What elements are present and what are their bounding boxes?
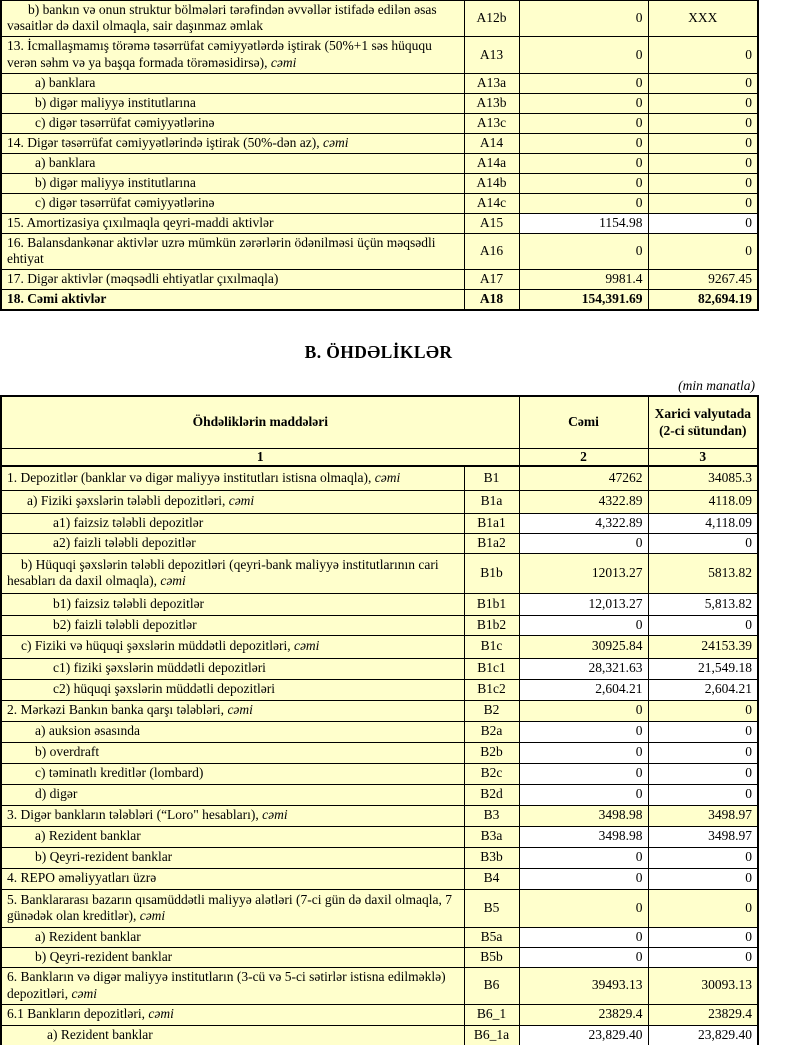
row-code-cell: A15 xyxy=(464,213,519,233)
row-total-value-cell: 30925.84 xyxy=(519,635,648,658)
row-code-cell: A17 xyxy=(464,269,519,289)
row-label-italic-suffix: cəmi xyxy=(374,470,401,486)
row-fx-value-cell: 23829.4 xyxy=(648,1004,758,1025)
row-label-cell xyxy=(1,36,464,73)
row-fx-value-cell: 0 xyxy=(648,36,758,73)
row-label-text: b) digər maliyyə institutlarına xyxy=(35,175,196,191)
table-row xyxy=(1,1,758,37)
row-total-value-cell: 0 xyxy=(519,113,648,133)
row-fx-value-cell: 0 xyxy=(648,927,758,947)
row-label-text: d) digər xyxy=(35,786,78,802)
row-code-cell: B3 xyxy=(464,805,519,826)
row-fx-value-cell: 0 xyxy=(648,868,758,889)
table-row xyxy=(1,93,758,113)
row-label-text: 17. Digər aktivlər (məqsədli ehtiyatlar çıxılmaqla) xyxy=(7,271,279,287)
row-total-value-cell: 0 xyxy=(519,763,648,784)
table-row xyxy=(1,721,758,742)
row-label-text: c1) fiziki şəxslərin müddətli depozitləri xyxy=(53,660,266,676)
row-label-text: b) bankın və onun struktur bölmələri tərəfindən əvvəllər istifadə edilən əsas vəsaitlər də daxil olmaqla, sair daşınmaz əmlak xyxy=(7,2,437,34)
row-label-italic-suffix: cəmi xyxy=(160,573,186,589)
row-label-cell xyxy=(1,679,464,700)
row-total-value-cell: 0 xyxy=(519,36,648,73)
row-label-text: a1) faizsiz tələbli depozitlər xyxy=(53,514,204,530)
col-number-2: 2 xyxy=(519,448,648,466)
header-fx-col: Xarici valyutada (2-ci sütundan) xyxy=(648,396,758,448)
row-code-cell: B1a xyxy=(464,490,519,513)
row-label-text: a) banklara xyxy=(35,75,96,91)
row-label-text: a2) faizli tələbli depozitlər xyxy=(53,534,196,550)
table-row xyxy=(1,73,758,93)
table-row xyxy=(1,490,758,513)
table-row xyxy=(1,593,758,615)
row-fx-value-cell: 23,829.40 xyxy=(648,1025,758,1045)
row-fx-value-cell: 0 xyxy=(648,113,758,133)
row-total-value-cell: 1154.98 xyxy=(519,213,648,233)
table-row xyxy=(1,805,758,826)
row-fx-value-cell: 0 xyxy=(648,763,758,784)
row-label-text: b) Qeyri-rezident banklar xyxy=(35,948,173,964)
row-fx-value-cell: 0 xyxy=(648,133,758,153)
section-b-title: B. ÖHDƏLİKLƏR xyxy=(304,342,453,363)
row-label-cell xyxy=(1,289,464,310)
row-code-cell: B6 xyxy=(464,967,519,1004)
row-code-cell: B5a xyxy=(464,927,519,947)
row-total-value-cell: 0 xyxy=(519,93,648,113)
row-fx-value-cell: 21,549.18 xyxy=(648,658,758,679)
row-total-value-cell: 4,322.89 xyxy=(519,513,648,533)
row-label-text: c) digər təsərrüfat cəmiyyətlərinə xyxy=(35,115,215,131)
row-label-text: 5. Banklararası bazarın qısamüddətli maliyyə alətləri (7-ci gün də daxil olmaqla, 7 günədək olan kreditlər), xyxy=(7,891,452,924)
table-row xyxy=(1,763,758,784)
row-fx-value-cell: 0 xyxy=(648,73,758,93)
row-label-cell xyxy=(1,553,464,593)
row-label-text: a) Rezident banklar xyxy=(35,928,141,944)
row-total-value-cell: 9981.4 xyxy=(519,269,648,289)
table-row xyxy=(1,173,758,193)
row-label-text: 13. İcmallaşmamış törəmə təsərrüfat cəmiyyətlərdə iştirak (50%+1 səs hüququ verən səhm və ya başqa formada törəməsidirsə), xyxy=(7,38,432,70)
row-label-text: 16. Balansdankənar aktivlər uzrə mümkün zərərlərin ödənilməsi üçün məqsədli ehtiyat xyxy=(7,234,436,267)
row-label-cell xyxy=(1,847,464,868)
row-label-text: 15. Amortizasiya çıxılmaqla qeyri-maddi aktivlər xyxy=(7,215,274,231)
row-label-cell xyxy=(1,153,464,173)
header-total-col: Cəmi xyxy=(519,396,648,448)
row-total-value-cell: 0 xyxy=(519,533,648,553)
row-code-cell: B2b xyxy=(464,742,519,763)
row-label-text: 14. Digər təsərrüfat cəmiyyətlərində iştirak (50%-dən az), xyxy=(7,135,323,151)
row-label-cell xyxy=(1,466,464,490)
row-code-cell: B6_1 xyxy=(464,1004,519,1025)
table-row xyxy=(1,289,758,310)
row-code-cell: A13b xyxy=(464,93,519,113)
row-total-value-cell: 0 xyxy=(519,927,648,947)
row-label-text: 6. Bankların və digər maliyyə institutların (3-cü və 5-ci sətirlər istisna edilməklə) depozitləri, xyxy=(7,969,446,1001)
row-label-text: c) digər təsərrüfat cəmiyyətlərinə xyxy=(35,195,215,211)
row-code-cell: B1c2 xyxy=(464,679,519,700)
row-fx-value-cell: 5,813.82 xyxy=(648,593,758,615)
row-label-text: a) banklara xyxy=(35,155,96,171)
row-label-cell xyxy=(1,868,464,889)
row-label-text: b) overdraft xyxy=(35,744,100,760)
row-label-text: 1. Depozitlər (banklar və digər maliyyə institutları istisna olmaqla), xyxy=(7,470,375,486)
row-code-cell: B2a xyxy=(464,721,519,742)
liabilities-header-row xyxy=(1,396,758,448)
row-total-value-cell: 28,321.63 xyxy=(519,658,648,679)
row-code-cell: A14 xyxy=(464,133,519,153)
column-numbering-row xyxy=(1,448,758,466)
row-fx-value-cell: 0 xyxy=(648,889,758,927)
row-fx-value-cell: 0 xyxy=(648,213,758,233)
assets-table xyxy=(0,0,759,311)
table-row xyxy=(1,927,758,947)
row-code-cell: A14b xyxy=(464,173,519,193)
row-total-value-cell: 3498.98 xyxy=(519,826,648,847)
table-row xyxy=(1,700,758,721)
table-row xyxy=(1,847,758,868)
table-row xyxy=(1,133,758,153)
row-label-cell xyxy=(1,233,464,269)
row-code-cell: A16 xyxy=(464,233,519,269)
row-fx-value-cell: 0 xyxy=(648,784,758,805)
table-row xyxy=(1,233,758,269)
row-label-cell xyxy=(1,173,464,193)
table-row xyxy=(1,36,758,73)
row-code-cell: B2d xyxy=(464,784,519,805)
row-code-cell: B2 xyxy=(464,700,519,721)
table-row xyxy=(1,784,758,805)
row-label-cell xyxy=(1,193,464,213)
row-fx-value-cell: 0 xyxy=(648,847,758,868)
row-total-value-cell: 39493.13 xyxy=(519,967,648,1004)
table-row xyxy=(1,742,758,763)
row-total-value-cell: 0 xyxy=(519,73,648,93)
row-label-italic-suffix: cəmi xyxy=(71,985,97,1001)
row-label-text: 6.1 Bankların depozitləri, xyxy=(7,1006,149,1022)
row-label-cell xyxy=(1,927,464,947)
row-label-text: 4. REPO əməliyyatları üzrə xyxy=(7,870,157,886)
row-label-cell xyxy=(1,658,464,679)
row-fx-value-cell: 4118.09 xyxy=(648,490,758,513)
row-total-value-cell: 0 xyxy=(519,153,648,173)
row-label-italic-suffix: cəmi xyxy=(148,1006,174,1022)
table-row xyxy=(1,679,758,700)
col-number-1: 1 xyxy=(1,448,519,466)
row-fx-value-cell: 24153.39 xyxy=(648,635,758,658)
row-total-value-cell: 2,604.21 xyxy=(519,679,648,700)
row-label-italic-suffix: cəmi xyxy=(270,54,297,70)
row-fx-value-cell: 0 xyxy=(648,233,758,269)
row-label-cell xyxy=(1,635,464,658)
table-row xyxy=(1,635,758,658)
row-fx-value-cell: 0 xyxy=(648,173,758,193)
table-row xyxy=(1,513,758,533)
row-label-italic-suffix: cəmi xyxy=(227,702,253,718)
row-code-cell: B5 xyxy=(464,889,519,927)
row-code-cell: B2c xyxy=(464,763,519,784)
table-row xyxy=(1,826,758,847)
table-row xyxy=(1,889,758,927)
row-label-text: b2) faizli tələbli depozitlər xyxy=(53,616,197,632)
row-total-value-cell: 3498.98 xyxy=(519,805,648,826)
row-total-value-cell: 0 xyxy=(519,133,648,153)
row-label-cell xyxy=(1,1025,464,1045)
row-label-text: 18. Cəmi aktivlər xyxy=(7,291,107,307)
table-row xyxy=(1,947,758,967)
row-code-cell: B1a1 xyxy=(464,513,519,533)
row-label-text: a) Fiziki şəxslərin tələbli depozitləri, xyxy=(27,493,229,509)
table-row xyxy=(1,533,758,553)
row-label-cell xyxy=(1,73,464,93)
row-label-italic-suffix: cəmi xyxy=(262,807,288,823)
row-label-cell xyxy=(1,513,464,533)
row-fx-value-cell: 0 xyxy=(648,615,758,635)
row-label-cell xyxy=(1,763,464,784)
row-fx-value-cell: 3498.97 xyxy=(648,805,758,826)
row-fx-value-cell: 0 xyxy=(648,153,758,173)
table-row xyxy=(1,466,758,490)
row-label-text: a) auksion əsasında xyxy=(35,723,140,739)
row-fx-value-cell: 30093.13 xyxy=(648,967,758,1004)
col-number-3: 3 xyxy=(648,448,758,466)
row-label-cell xyxy=(1,490,464,513)
row-code-cell: A13a xyxy=(464,73,519,93)
row-label-cell xyxy=(1,784,464,805)
row-total-value-cell: 0 xyxy=(519,947,648,967)
row-code-cell: B3b xyxy=(464,847,519,868)
row-total-value-cell: 0 xyxy=(519,742,648,763)
table-row xyxy=(1,615,758,635)
table-row xyxy=(1,553,758,593)
row-fx-value-cell: 34085.3 xyxy=(648,466,758,490)
row-code-cell: B1b1 xyxy=(464,593,519,615)
row-label-cell xyxy=(1,826,464,847)
row-fx-value-cell: 0 xyxy=(648,947,758,967)
row-code-cell: B1c1 xyxy=(464,658,519,679)
row-code-cell: B6_1a xyxy=(464,1025,519,1045)
liabilities-table xyxy=(0,395,759,1045)
table-row xyxy=(1,658,758,679)
row-label-cell xyxy=(1,1,464,37)
row-total-value-cell: 0 xyxy=(519,889,648,927)
row-code-cell: B1b2 xyxy=(464,615,519,635)
row-code-cell: B1a2 xyxy=(464,533,519,553)
row-label-text: c) Fiziki və hüquqi şəxslərin müddətli depozitləri, xyxy=(21,638,294,654)
row-total-value-cell: 0 xyxy=(519,784,648,805)
row-fx-value-cell: 0 xyxy=(648,742,758,763)
row-label-cell xyxy=(1,593,464,615)
table-row xyxy=(1,113,758,133)
row-label-text: b) Qeyri-rezident banklar xyxy=(35,849,173,865)
row-label-cell xyxy=(1,133,464,153)
row-code-cell: A13c xyxy=(464,113,519,133)
row-label-cell xyxy=(1,721,464,742)
row-fx-value-cell: 4,118.09 xyxy=(648,513,758,533)
row-label-cell xyxy=(1,742,464,763)
row-fx-value-cell: 2,604.21 xyxy=(648,679,758,700)
row-code-cell: A13 xyxy=(464,36,519,73)
row-label-cell xyxy=(1,615,464,635)
row-label-cell xyxy=(1,1004,464,1025)
row-label-cell xyxy=(1,947,464,967)
row-label-italic-suffix: cəmi xyxy=(323,135,349,151)
row-code-cell: B5b xyxy=(464,947,519,967)
row-code-cell: B4 xyxy=(464,868,519,889)
row-total-value-cell: 23,829.40 xyxy=(519,1025,648,1045)
row-code-cell: A18 xyxy=(464,289,519,310)
table-row xyxy=(1,868,758,889)
row-fx-value-cell: 3498.97 xyxy=(648,826,758,847)
table-row xyxy=(1,193,758,213)
row-total-value-cell: 0 xyxy=(519,193,648,213)
table-row xyxy=(1,269,758,289)
table-row xyxy=(1,1004,758,1025)
row-fx-value-cell: XXX xyxy=(648,1,758,37)
table-row xyxy=(1,213,758,233)
row-fx-value-cell: 0 xyxy=(648,533,758,553)
row-label-cell xyxy=(1,93,464,113)
row-label-text: b1) faizsiz tələbli depozitlər xyxy=(53,595,205,611)
row-total-value-cell: 47262 xyxy=(519,466,648,490)
row-fx-value-cell: 0 xyxy=(648,93,758,113)
row-fx-value-cell: 5813.82 xyxy=(648,553,758,593)
row-code-cell: A14c xyxy=(464,193,519,213)
row-label-italic-suffix: cəmi xyxy=(139,908,166,924)
row-label-text: c) təminatlı kreditlər (lombard) xyxy=(35,765,204,781)
row-code-cell: B1b xyxy=(464,553,519,593)
row-total-value-cell: 0 xyxy=(519,847,648,868)
row-total-value-cell: 0 xyxy=(519,615,648,635)
row-label-cell xyxy=(1,113,464,133)
row-total-value-cell: 0 xyxy=(519,233,648,269)
row-code-cell: B3a xyxy=(464,826,519,847)
row-total-value-cell: 0 xyxy=(519,173,648,193)
row-label-cell xyxy=(1,889,464,927)
unit-note: (min manatla) xyxy=(678,378,755,394)
row-total-value-cell: 0 xyxy=(519,868,648,889)
row-label-cell xyxy=(1,700,464,721)
row-code-cell: A14a xyxy=(464,153,519,173)
row-label-cell xyxy=(1,805,464,826)
table-row xyxy=(1,967,758,1004)
row-total-value-cell: 0 xyxy=(519,700,648,721)
row-label-text: c2) hüquqi şəxslərin müddətli depozitləri xyxy=(53,681,275,697)
table-row xyxy=(1,153,758,173)
row-label-cell xyxy=(1,269,464,289)
row-label-text: b) digər maliyyə institutlarına xyxy=(35,95,196,111)
row-code-cell: A12b xyxy=(464,1,519,37)
row-total-value-cell: 154,391.69 xyxy=(519,289,648,310)
header-items-col: Öhdəliklərin maddələri xyxy=(1,396,519,448)
row-label-text: 3. Digər bankların tələbləri (“Loro" hesabları), xyxy=(7,807,263,823)
row-fx-value-cell: 9267.45 xyxy=(648,269,758,289)
row-fx-value-cell: 82,694.19 xyxy=(648,289,758,310)
row-total-value-cell: 4322.89 xyxy=(519,490,648,513)
row-fx-value-cell: 0 xyxy=(648,193,758,213)
row-label-cell xyxy=(1,967,464,1004)
row-total-value-cell: 12,013.27 xyxy=(519,593,648,615)
row-fx-value-cell: 0 xyxy=(648,700,758,721)
row-total-value-cell: 0 xyxy=(519,721,648,742)
row-code-cell: B1 xyxy=(464,466,519,490)
row-label-text: a) Rezident banklar xyxy=(47,1027,153,1043)
row-label-cell xyxy=(1,533,464,553)
row-total-value-cell: 12013.27 xyxy=(519,553,648,593)
row-label-italic-suffix: cəmi xyxy=(293,638,320,654)
row-code-cell: B1c xyxy=(464,635,519,658)
row-label-text: b) Hüquqi şəxslərin tələbli depozitləri (qeyri-bank maliyyə institutlarının cari hesabları da daxil olmaqla), xyxy=(7,556,439,589)
row-label-cell xyxy=(1,213,464,233)
table-row xyxy=(1,1025,758,1045)
row-total-value-cell: 23829.4 xyxy=(519,1004,648,1025)
row-label-text: a) Rezident banklar xyxy=(35,828,141,844)
row-total-value-cell: 0 xyxy=(519,1,648,37)
row-fx-value-cell: 0 xyxy=(648,721,758,742)
row-label-italic-suffix: cəmi xyxy=(228,493,255,509)
row-label-text: 2. Mərkəzi Bankın banka qarşı tələbləri, xyxy=(7,702,228,718)
